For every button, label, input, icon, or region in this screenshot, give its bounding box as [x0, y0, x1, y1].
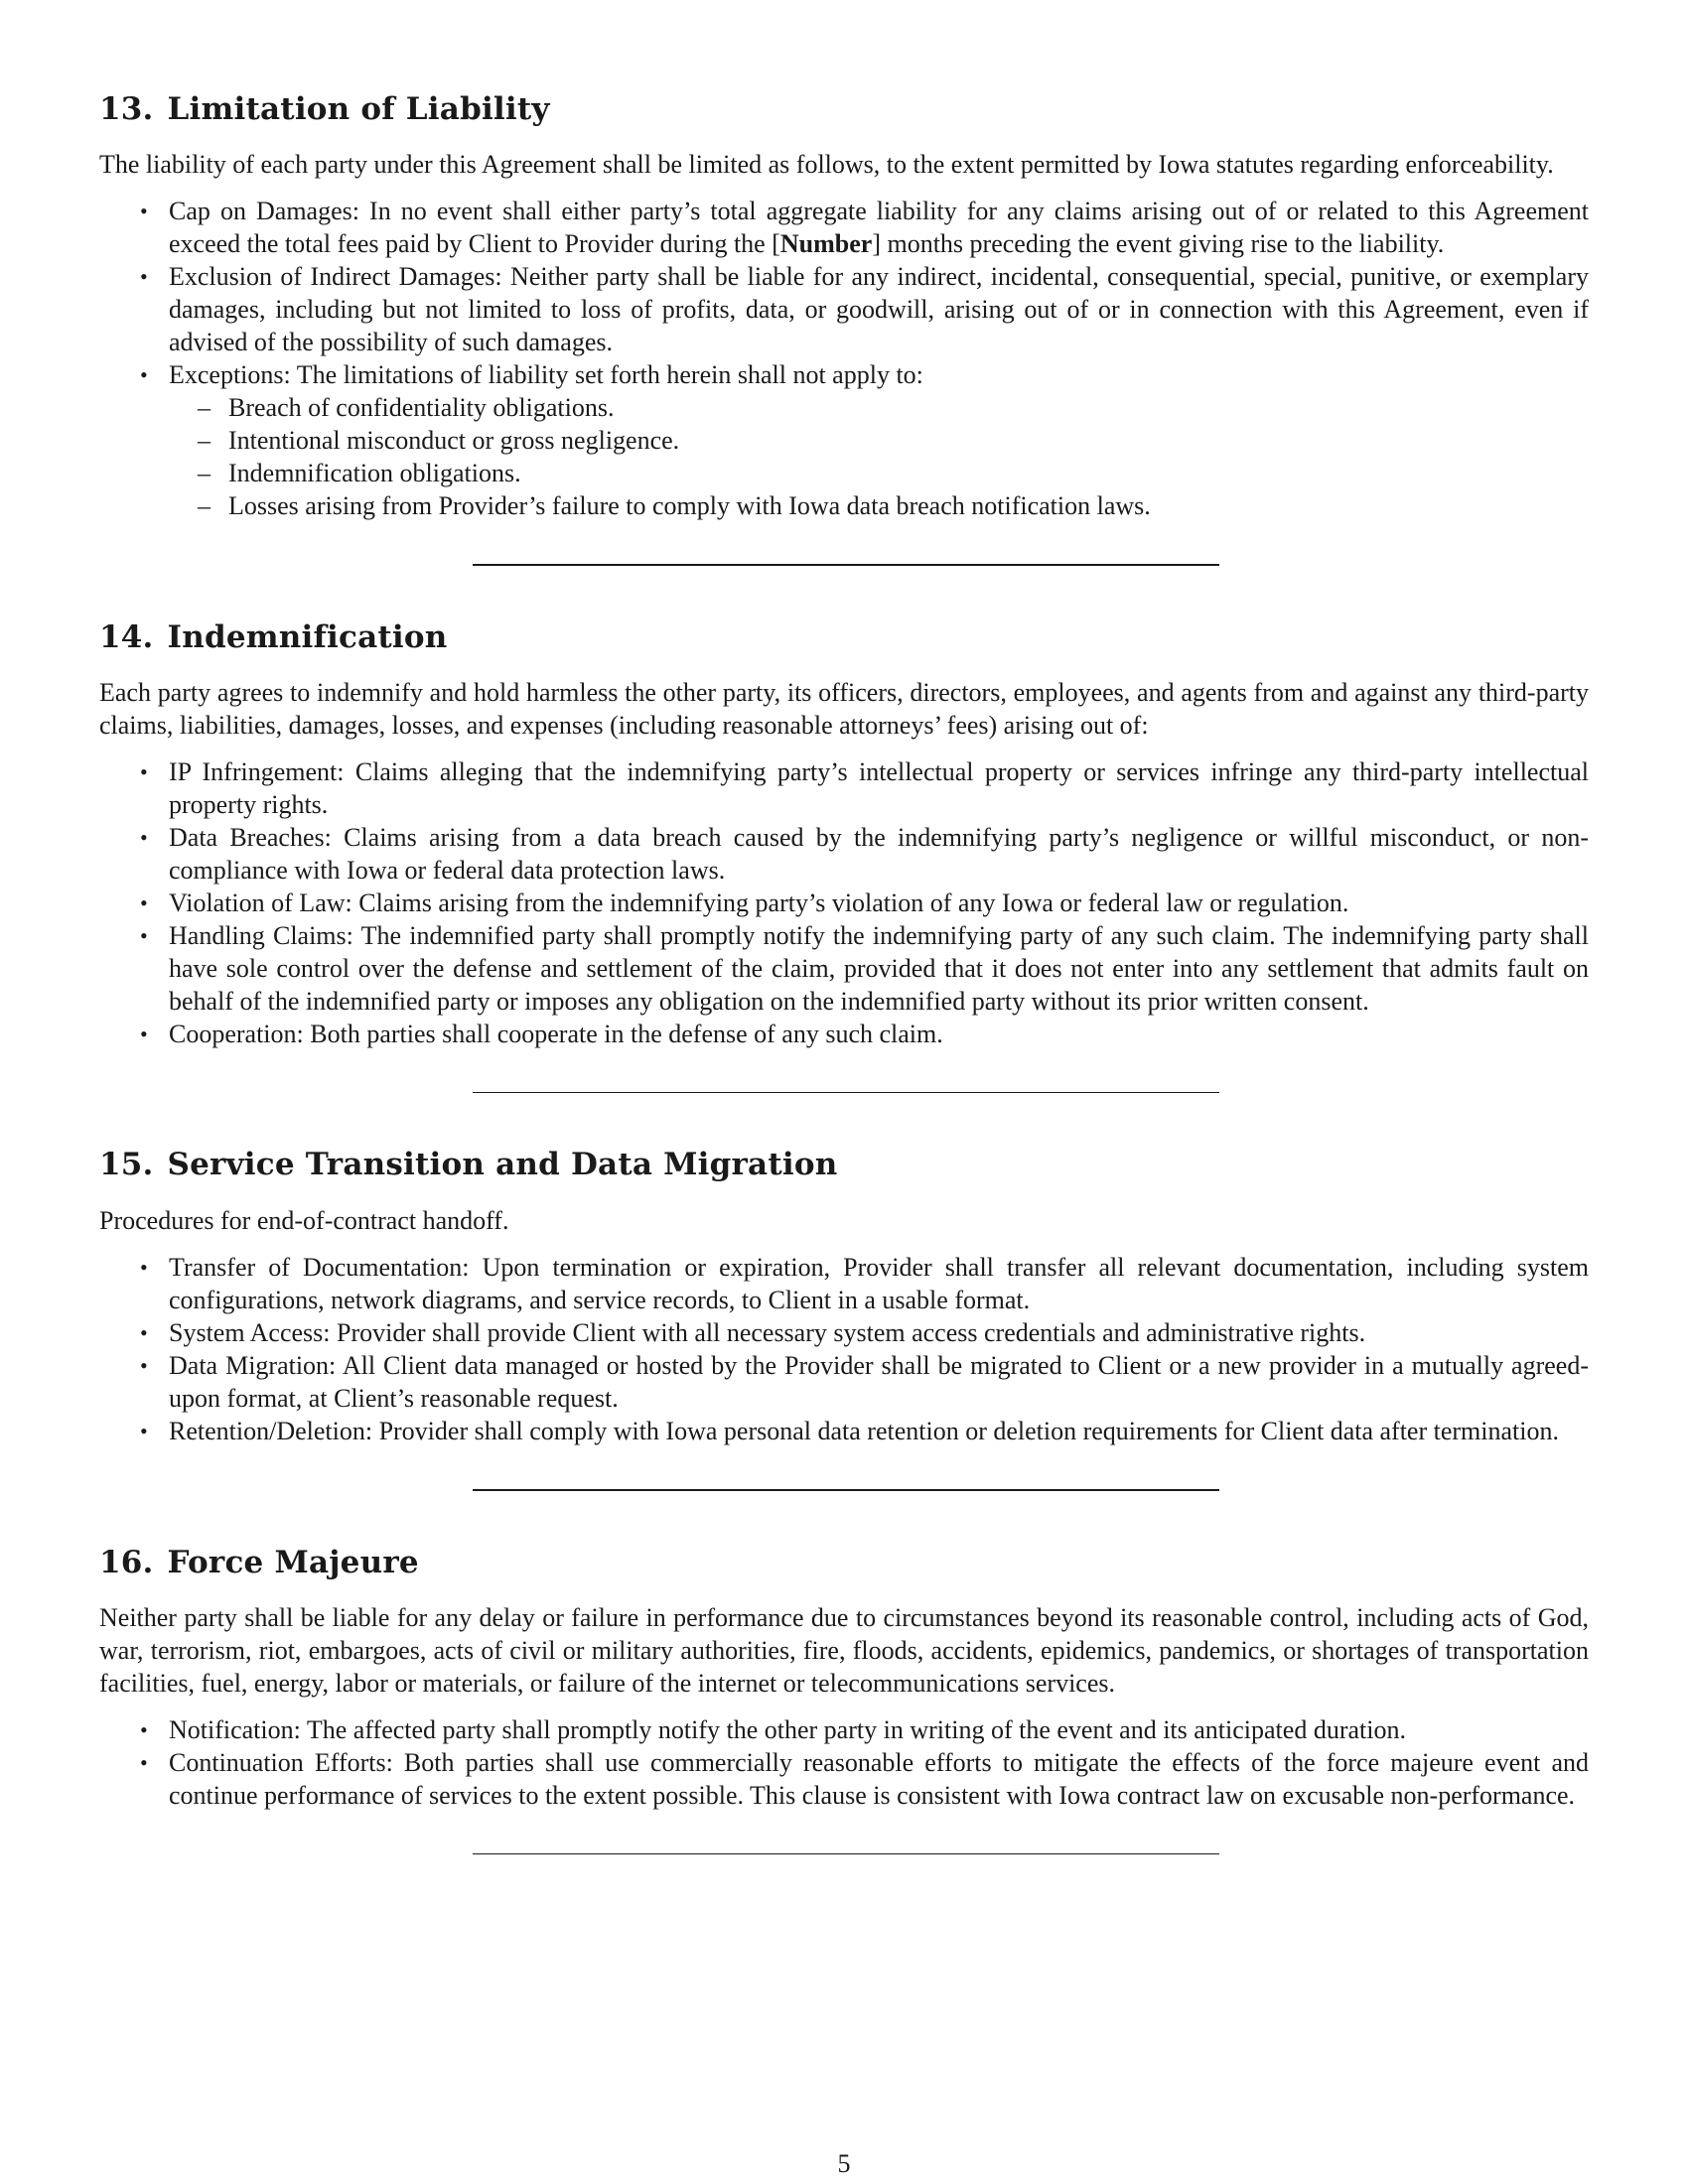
- horizontal-divider: [473, 1853, 1219, 1854]
- list-item-text: Cooperation: Both parties shall cooperate in the defense of any such claim.: [169, 1020, 943, 1049]
- list-item: [99, 1251, 1589, 1316]
- sub-list-item-text: Indemnification obligations.: [228, 459, 521, 488]
- section-indemnification: [99, 619, 1589, 1093]
- section-number: 15.: [99, 1147, 154, 1183]
- bullet-list: [99, 1713, 1589, 1812]
- section-number: 14.: [99, 619, 154, 656]
- bullet-icon: •: [140, 759, 148, 785]
- bullet-icon: •: [140, 1716, 148, 1742]
- list-item-text: Violation of Law: Claims arising from the indemnifying party’s violation of any Iowa or federal law or regulation.: [169, 888, 1349, 918]
- list-item: [99, 755, 1589, 821]
- section-intro: Each party agrees to indemnify and hold harmless the other party, its officers, directors, employees, and agents from and against any third-party claims, liabilities, damages, losses, and expenses (including reasonable attorneys’ fees) arising out of:: [99, 678, 1589, 741]
- bullet-icon: •: [140, 890, 148, 916]
- section-intro: Procedures for end-of-contract handoff.: [99, 1205, 509, 1235]
- list-item-text: Notification: The affected party shall promptly notify the other party in writing of the event and its anticipated duration.: [169, 1714, 1406, 1744]
- dash-icon: –: [198, 459, 211, 488]
- section-number: 16.: [99, 1544, 154, 1580]
- bullet-icon: •: [140, 1319, 148, 1345]
- list-item-text: Exceptions: The limitations of liability set forth herein shall not apply to:: [169, 360, 923, 390]
- bullet-icon: •: [140, 1254, 148, 1280]
- page-number: 5: [837, 2149, 851, 2178]
- bullet-icon: •: [140, 1749, 148, 1775]
- bullet-list: [99, 1251, 1589, 1447]
- sub-list-item-text: Breach of confidentiality obligations.: [228, 393, 615, 423]
- horizontal-divider: [473, 1489, 1219, 1491]
- section-heading: [99, 1545, 1589, 1581]
- sub-list-item: [169, 424, 1589, 457]
- bullet-icon: •: [140, 264, 148, 290]
- list-item-text: Exclusion of Indirect Damages: Neither party shall be liable for any indirect, incidental, consequential, special, punitive, or exemplary damages, including but not limited to loss of profits, data, or goodwill, arising out of or in connection with this Agreement, even if advised of the possibility of such damages.: [169, 262, 1589, 357]
- list-item-text: Data Breaches: Claims arising from a data breach caused by the indemnifying party’s negligence or willful misconduct, or non-compliance with Iowa or federal data protection laws.: [169, 823, 1589, 886]
- bullet-icon: •: [140, 199, 148, 224]
- bullet-icon: •: [140, 1022, 148, 1047]
- list-item-text: System Access: Provider shall provide Client with all necessary system access credentials and administrative rights.: [169, 1317, 1366, 1347]
- section-service-transition: [99, 1147, 1589, 1490]
- list-item: [99, 821, 1589, 887]
- section-intro: Neither party shall be liable for any delay or failure in performance due to circumstances beyond its reasonable control, including acts of God, war, terrorism, riot, embargoes, acts of civil or military authorities, fire, floods, accidents, epidemics, pandemics, or shortages of transportation facilities, fuel, energy, labor or materials, or failure of the internet or telecommunications services.: [99, 1602, 1589, 1698]
- horizontal-divider: [473, 1092, 1219, 1093]
- section-title: Indemnification: [167, 619, 448, 656]
- sub-list-item: [169, 457, 1589, 489]
- list-item: [99, 260, 1589, 358]
- sub-list-item-text: Intentional misconduct or gross negligence.: [228, 426, 680, 456]
- list-item: [99, 1018, 1589, 1050]
- list-item: [99, 1415, 1589, 1447]
- section-limitation-of-liability: [99, 91, 1589, 566]
- bullet-list: [99, 195, 1589, 522]
- sub-list-item: [169, 391, 1589, 424]
- list-item-text: Data Migration: All Client data managed or hosted by the Provider shall be migrated to Client or a new provider in a mutually agreed-upon format, at Client’s reasonable request.: [169, 1350, 1589, 1413]
- section-title: Service Transition and Data Migration: [167, 1147, 838, 1183]
- list-item-text: Continuation Efforts: Both parties shall use commercially reasonable efforts to mitigate the effects of the force majeure event and continue performance of services to the extent possible. This clause is consistent with Iowa contract law on excusable non-performance.: [169, 1747, 1589, 1810]
- horizontal-divider: [473, 564, 1219, 566]
- sub-list: [169, 391, 1589, 522]
- list-item: [99, 1349, 1589, 1415]
- list-item-text: Retention/Deletion: Provider shall comply with Iowa personal data retention or deletion requirements for Client data after termination.: [169, 1416, 1559, 1445]
- bullet-list: [99, 755, 1589, 1050]
- bullet-icon: •: [140, 362, 148, 388]
- list-item: [99, 1713, 1589, 1746]
- bullet-icon: •: [140, 825, 148, 851]
- bullet-icon: •: [140, 1418, 148, 1443]
- section-title: Limitation of Liability: [167, 91, 550, 127]
- bullet-icon: •: [140, 1352, 148, 1378]
- bullet-icon: •: [140, 923, 148, 949]
- list-item: [99, 919, 1589, 1018]
- dash-icon: –: [198, 393, 211, 423]
- list-item-text-start: Cap on Damages: In no event shall either party’s total aggregate liability for any claims arising out of or related to this Agreement exceed the total fees paid by Client to Provider during the [: [169, 197, 1589, 259]
- sub-list-item-text: Losses arising from Provider’s failure to comply with Iowa data breach notification laws.: [228, 491, 1151, 521]
- document-page: [99, 91, 1589, 1908]
- list-item-text-end: ] months preceding the event giving rise to the liability.: [872, 229, 1445, 259]
- dash-icon: –: [198, 491, 211, 521]
- section-heading: [99, 1147, 1589, 1183]
- list-item: [99, 1746, 1589, 1812]
- list-item: [99, 1316, 1589, 1349]
- section-intro: The liability of each party under this Agreement shall be limited as follows, to the extent permitted by Iowa statutes regarding enforceability.: [99, 150, 1554, 180]
- section-title: Force Majeure: [167, 1544, 419, 1580]
- section-heading: [99, 91, 1589, 128]
- list-item-placeholder: Number: [779, 229, 873, 259]
- sub-list-item: [169, 489, 1589, 522]
- list-item-text: Transfer of Documentation: Upon termination or expiration, Provider shall transfer all relevant documentation, including system configurations, network diagrams, and service records, to Client in a usable format.: [169, 1252, 1589, 1314]
- list-item: [99, 887, 1589, 919]
- list-item: [99, 195, 1589, 260]
- list-item: [99, 358, 1589, 522]
- section-force-majeure: [99, 1545, 1589, 1854]
- section-number: 13.: [99, 91, 154, 127]
- list-item-text: Handling Claims: The indemnified party shall promptly notify the indemnifying party of any such claim. The indemnifying party shall have sole control over the defense and settlement of the claim, provided that it does not enter into any settlement that admits fault on behalf of the indemnified party or imposes any obligation on the indemnified party without its prior written consent.: [169, 921, 1589, 1017]
- dash-icon: –: [198, 426, 211, 456]
- section-heading: [99, 619, 1589, 656]
- list-item-text: IP Infringement: Claims alleging that the indemnifying party’s intellectual property or services infringe any third-party intellectual property rights.: [169, 757, 1589, 820]
